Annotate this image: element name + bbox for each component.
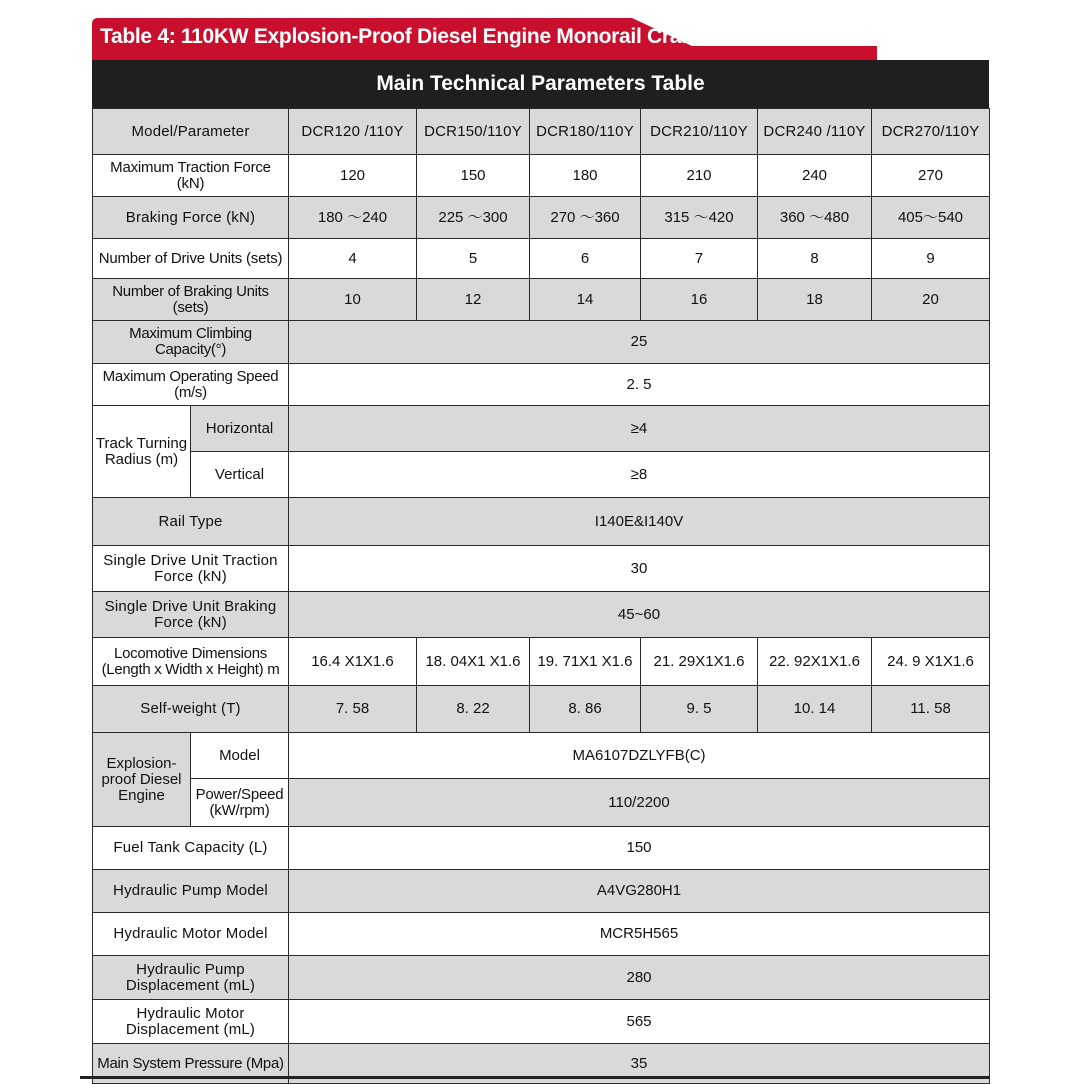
cell-value: 8. 86 xyxy=(530,686,641,733)
cell-value: 8. 22 xyxy=(417,686,530,733)
table-row xyxy=(93,592,990,638)
table-row xyxy=(93,197,990,239)
model-header: DCR120 /110Y xyxy=(289,109,417,155)
cell-value: 240 xyxy=(758,155,872,197)
row-label: Hydraulic Pump Displacement (mL) xyxy=(93,956,289,1000)
table-row xyxy=(93,498,990,546)
cell-value: 225 ～300 xyxy=(417,197,530,239)
row-label: Braking Force (kN) xyxy=(93,197,289,239)
cell-value: 9. 5 xyxy=(641,686,758,733)
row-label: Hydraulic Motor Displacement (mL) xyxy=(93,1000,289,1044)
row-label: Maximum Climbing Capacity(°) xyxy=(93,321,289,364)
parameters-table xyxy=(92,108,990,1084)
table-row xyxy=(93,364,990,406)
row-label: Main System Pressure (Mpa) xyxy=(93,1044,289,1084)
model-header: DCR150/110Y xyxy=(417,109,530,155)
table-row xyxy=(93,239,990,279)
cell-value: MCR5H565 xyxy=(289,913,990,956)
cell-value: 30 xyxy=(289,546,990,592)
cell-value: 21. 29X1X1.6 xyxy=(641,638,758,686)
table-row xyxy=(93,1000,990,1044)
table-row xyxy=(93,155,990,197)
table-row xyxy=(93,452,990,498)
cell-value: 16 xyxy=(641,279,758,321)
cell-value: 280 xyxy=(289,956,990,1000)
table-row xyxy=(93,779,990,827)
table-title-banner xyxy=(92,16,877,60)
model-header: DCR240 /110Y xyxy=(758,109,872,155)
table-header-title: Main Technical Parameters Table xyxy=(376,72,705,95)
cell-value: 20 xyxy=(872,279,990,321)
corner-header: Model/Parameter xyxy=(93,109,289,155)
cell-value: 110/2200 xyxy=(289,779,990,827)
cell-value: 18. 04X1 X1.6 xyxy=(417,638,530,686)
row-label: Maximum Operating Speed (m/s) xyxy=(93,364,289,406)
cell-value: A4VG280H1 xyxy=(289,870,990,913)
cell-value: 7 xyxy=(641,239,758,279)
cell-value: 24. 9 X1X1.6 xyxy=(872,638,990,686)
row-label: Single Drive Unit Braking Force (kN) xyxy=(93,592,289,638)
group-label: Track Turning Radius (m) xyxy=(93,406,191,498)
group-label: Explosion-proof Diesel Engine xyxy=(93,733,191,827)
cell-value: 405～540 xyxy=(872,197,990,239)
row-label: Number of Braking Units (sets) xyxy=(93,279,289,321)
table-row xyxy=(93,956,990,1000)
sub-label: Horizontal xyxy=(191,406,289,452)
cell-value: 25 xyxy=(289,321,990,364)
table-row xyxy=(93,913,990,956)
cell-value: 4 xyxy=(289,239,417,279)
row-label: Single Drive Unit Traction Force (kN) xyxy=(93,546,289,592)
model-header: DCR180/110Y xyxy=(530,109,641,155)
cell-value: 14 xyxy=(530,279,641,321)
cell-value: 180 xyxy=(530,155,641,197)
row-label: Hydraulic Motor Model xyxy=(93,913,289,956)
model-header: DCR270/110Y xyxy=(872,109,990,155)
table-header-bar xyxy=(92,60,989,108)
cell-value: 210 xyxy=(641,155,758,197)
table-row xyxy=(93,733,990,779)
row-label: Fuel Tank Capacity (L) xyxy=(93,827,289,870)
table-row xyxy=(93,321,990,364)
cell-value: 18 xyxy=(758,279,872,321)
table-row xyxy=(93,279,990,321)
cell-value: 22. 92X1X1.6 xyxy=(758,638,872,686)
model-header: DCR210/110Y xyxy=(641,109,758,155)
cell-value: 120 xyxy=(289,155,417,197)
cell-value: 7. 58 xyxy=(289,686,417,733)
cell-value: 11. 58 xyxy=(872,686,990,733)
cell-value: 12 xyxy=(417,279,530,321)
cell-value: 315 ～420 xyxy=(641,197,758,239)
cell-value: 150 xyxy=(417,155,530,197)
banner-title: Table 4: 110KW Explosion-Proof Diesel Engine Monorail Crane xyxy=(100,25,706,48)
cell-value: MA6107DZLYFB(C) xyxy=(289,733,990,779)
cell-value: 35 xyxy=(289,1044,990,1084)
cell-value: 180 ～240 xyxy=(289,197,417,239)
cell-value: 2. 5 xyxy=(289,364,990,406)
cell-value: 19. 71X1 X1.6 xyxy=(530,638,641,686)
cell-value: ≥8 xyxy=(289,452,990,498)
row-label: Hydraulic Pump Model xyxy=(93,870,289,913)
cell-value: 360 ～480 xyxy=(758,197,872,239)
table-row xyxy=(93,546,990,592)
bottom-divider xyxy=(80,1076,990,1079)
cell-value: 9 xyxy=(872,239,990,279)
cell-value: 270 ～360 xyxy=(530,197,641,239)
row-label: Self-weight (T) xyxy=(93,686,289,733)
cell-value: 150 xyxy=(289,827,990,870)
cell-value: 45~60 xyxy=(289,592,990,638)
sub-label: Power/Speed (kW/rpm) xyxy=(191,779,289,827)
cell-value: 10. 14 xyxy=(758,686,872,733)
cell-value: 5 xyxy=(417,239,530,279)
row-label: Rail Type xyxy=(93,498,289,546)
cell-value: 565 xyxy=(289,1000,990,1044)
table-row xyxy=(93,870,990,913)
table-row xyxy=(93,686,990,733)
row-label: Number of Drive Units (sets) xyxy=(93,239,289,279)
table-row xyxy=(93,109,990,155)
table-row xyxy=(93,638,990,686)
row-label: Locomotive Dimensions (Length x Width x Height) m xyxy=(93,638,289,686)
sub-label: Model xyxy=(191,733,289,779)
cell-value: 8 xyxy=(758,239,872,279)
cell-value: 6 xyxy=(530,239,641,279)
cell-value: I140E&I140V xyxy=(289,498,990,546)
sub-label: Vertical xyxy=(191,452,289,498)
cell-value: 10 xyxy=(289,279,417,321)
table-row xyxy=(93,406,990,452)
cell-value: 16.4 X1X1.6 xyxy=(289,638,417,686)
row-label: Maximum Traction Force (kN) xyxy=(93,155,289,197)
cell-value: 270 xyxy=(872,155,990,197)
cell-value: ≥4 xyxy=(289,406,990,452)
table-row xyxy=(93,827,990,870)
